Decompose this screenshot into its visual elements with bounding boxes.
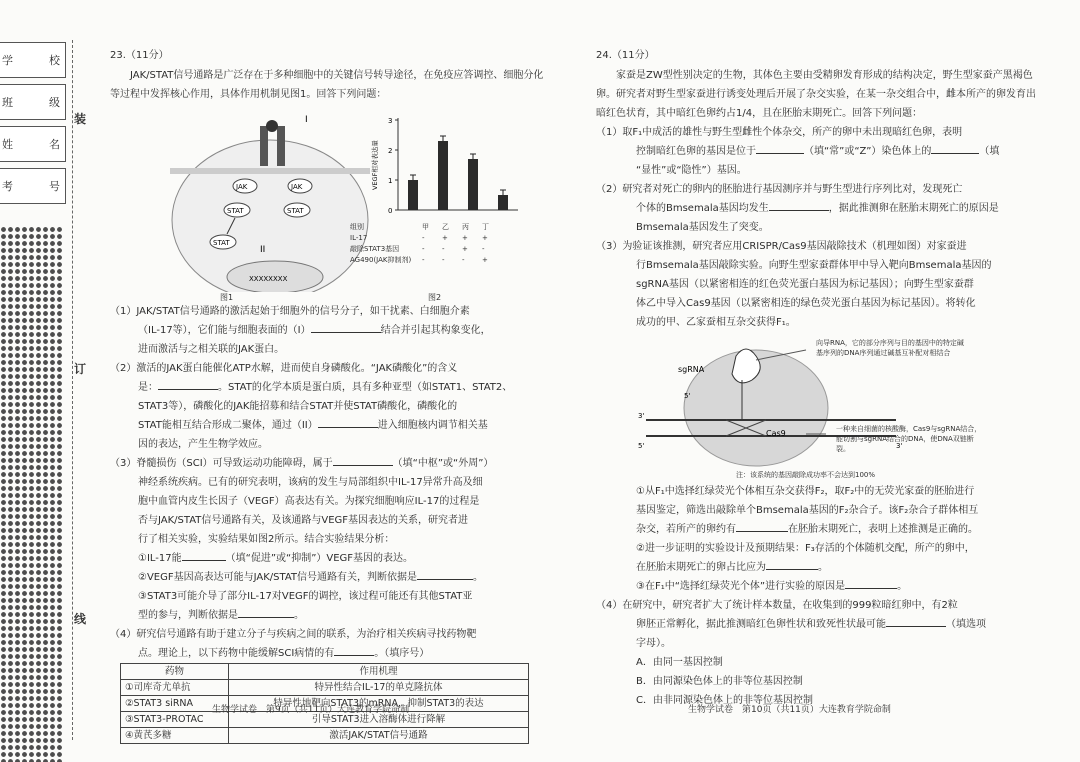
answer-blank[interactable] [333,455,393,466]
chart-ylabel: VEGF相对表达量 [371,140,379,190]
q23-2-line: 。STAT的化学本质是蛋白质，具有多种亚型（如STAT1、STAT2、 [218,382,513,393]
answer-blank[interactable] [766,559,818,570]
fig2-row: AG490(JAK抑制剂) - - - + [350,256,488,264]
figure-2-chart [368,110,538,222]
name-field: 姓名 [0,126,66,162]
bar-甲 [408,180,418,210]
q24-4-line: （4）在研究中，研究者扩大了统计样本数量，在收集到的999粒暗红卵中，有2粒 [596,600,958,611]
q23-3-line: ③STAT3可能介导了部分IL-17对VEGF的调控，该过程可能还有其他STAT亚 [138,591,473,602]
page-10: 24.（11分） 家蚕是ZW型性别决定的生物，其体色主要由受精卵发育形成的结构决定，野生型家蚕产黑褐色卵。研究者对野生型家蚕进行诱变处理后开展了杂交实验，在某一杂交组合中，雌本所产的卵发育出暗红色状育，其中暗红色卵约占1/4，且在胚胎末期死亡。回答下列问题： （1）取F₁中成活的雄性与野生型雌性个体杂交，所产的卵中未出现暗红色卵，表明 控制暗红色卵的基因是位于 （填“常”或“Z”）染色体上的 （填 “显性”或“隐性”）基因。 （2）研究者对死亡的卵内的胚胎进行基因测序并与野生型进行序列比对，发现死亡 个体的Bmsemala基因均发生 ，据此推测卵在胚胎末期死亡的原因是 Bmsemala基因发生了突变。 （3）为验证该推测，研究者应用CRISPR/Cas9基因敲除技术（机理如图）对家蚕进 行Bmsemala基因敲除实验。向野生型家蚕群体甲中导入靶向Bmsemala基因的 sgRNA基因（以紧密相连的红色荧光蛋白基因为标记基因）；向野生型家蚕群 体乙中导入Cas9基因（以紧密相连的绿色荧光蛋白基因为标记基因）。将转化 成功的甲、乙家蚕相互杂交获得F₁。 sgRNA Cas9 5' 3' 5' 3' 向导RNA，它的部分序列与目的基因中的特定碱基序列的DNA序列通过碱基互补配对相结合 一种来自细菌的核酸酶，Cas9与sgRNA结合，能切割与sgRNA结合的DNA，使DNA双链断裂。 注：该系统的基因敲除成功率不会达到100% ①从F₁中选择红绿荧光个体相互杂交获得F₂，取F₂中的无荧光家蚕的胚胎进行 基因鉴定，筛选出敲除单个Bmsemala基因的F₂杂合子。该F₂杂合子群体相互 杂交，若所产的卵约有 在胚胎末期死亡，表明上述推测是正确的。 ②进一步证明的实验设计及预期结果：F₃存活的个体随机交配，所产的卵中， 在胚胎末期死亡的卵占比应为 。 ③在F₁中“选择红绿荧光个体”进行实验的原因是 。 （4）在研究中，研究者扩大了统计样本数量，在收集到的999粒暗红卵中，有2粒 卵胚正常孵化，据此推测暗红色卵性状和致死性状最可能 （填选项 字母）。 A．由同一基因控制 B．由同源染色体上的非等位基因控制 C．由非同源染色体上的非等位基因控制 [596,46,1044,710]
answer-blank[interactable] [311,322,381,333]
q24-2-line: Bmsemala基因发生了突变。 [636,222,769,233]
option-b: B．由同源染色体上的非等位基因控制 [636,676,803,687]
q23-2-line: STAT3等），磷酸化的JAK能招募和结合STAT并使STAT磷酸化，磷酸化的 [138,401,458,412]
fig2-row: 组别 甲 乙 丙 丁 [350,223,489,231]
stat-dimer-label: STAT [213,239,230,247]
q24-3-line: 体乙中导入Cas9基因（以紧密相连的绿色荧光蛋白基因为标记基因）。将转化 [636,298,976,309]
q24-4-line: 卵胚正常孵化，据此推测暗红色卵性状和致死性状最可能 [636,619,886,630]
q23-1-line: 结合并引起其构象变化， [380,325,491,336]
y-tick-label: 0 [388,207,393,215]
q23-3-line: ①IL-17能 [138,553,182,564]
jak-label-2: JAK [291,183,303,191]
q23-3-line: 型的参与，判断依据是 [138,610,238,621]
q24-3-line: ③在F₁中“选择红绿荧光个体”进行实验的原因是 [636,581,846,592]
q24-2-line: （2）研究者对死亡的卵内的胚胎进行基因测序并与野生型进行序列比对，发现死亡 [596,184,963,195]
table-cell: ②STAT3 siRNA [121,696,229,712]
q24-3-line: 行Bmsemala基因敲除实验。向野生型家蚕群体甲中导入靶向Bmsemala基因的 [636,260,992,271]
answer-blank[interactable] [756,143,804,154]
q23-1-line: 进而激活与之相关联的JAK蛋白。 [138,344,285,355]
binding-margin [0,0,68,762]
page-9: 23.（11分） JAK/STAT信号通路是广泛存在于多种细胞中的关键信号转导途径，在免疫应答调控、细胞分化等过程中发挥核心作用，具体作用机制见图1。回答下列问题： JAK JAK STAT STAT STAT I II XXXXXXXX 图1 VEGF相对表达量 0 1 2 3 组别 甲 乙 丙 丁 IL-17 - + + + 敲除STAT3基因 - - + - AG490(JAK抑制剂) - - - + 图2 （1）JAK/STAT信号通路的激活起始于细胞外的信号分子，如干扰素、白细胞介素 （IL-17等），它们能与细胞表面的（I） 结合并引起其构象变化， 进而激活与之相关联的JAK蛋白。 （2）激活的JAK蛋白能催化ATP水解，进而使自身磷酸化。“JAK磷酸化”的含义 是： 。STAT的化学本质是蛋白质，具有多种亚型（如STAT1、STAT2、 STAT3等），磷酸化的JAK能招募和结合STAT并使STAT磷酸化，磷酸化的 STAT能相互结合形成二聚体，通过（II） 进入细胞核内调节相关基 因的表达，产生生物学效应。 （3）脊髓损伤（SCI）可导致运动功能障碍，属于 （填“中枢”或“外周”） 神经系统疾病。已有的研究表明，该病的发生与局部组织中IL-17异常升高及细 胞中血管内皮生长因子（VEGF）高表达有关。为探究细胞响应IL-17的过程是 否与JAK/STAT信号通路有关，及该通路与VEGF基因表达的关系，研究者进 行了相关实验，实验结果如图2所示。结合实验结果分析： ①IL-17能 （填“促进”或“抑制”）VEGF基因的表达。 ②VEGF基因高表达可能与JAK/STAT信号通路有关，判断依据是 。 ③STAT3可能介导了部分IL-17对VEGF的调控，该过程可能还有其他STAT亚 型的参与，判断依据是 。 （4）研究信号通路有助于建立分子与疾病之间的联系，为治疗相关疾病寻找药物靶 点。理论上，以下药物中能缓解SCI病情的有 。（填序号） 药物 作用机理 ①司库奇尤单抗 特异性结合IL-17的单克隆抗体 ②STAT3 siRNA 特异性地靶向STAT3的mRNA，抑制STAT3的表达 ③STAT3-PROTAC 引导STAT3进入溶酶体进行降解 ④黄芪多糖 激活JAK/STAT信号通路 [110,46,550,744]
answer-blank[interactable] [318,417,378,428]
label-I: I [305,115,308,125]
five-prime-label-2: 5' [638,442,645,450]
q24-1-line: 控制暗红色卵的基因是位于 [636,146,756,157]
table-cell: 激活JAK/STAT信号通路 [229,728,529,744]
answer-blank[interactable] [417,569,473,580]
q24-3-line: 成功的甲、乙家蚕相互杂交获得F₁。 [636,317,796,328]
q24-3-line: ②进一步证明的实验设计及预期结果：F₃存活的个体随机交配，所产的卵中， [636,543,975,554]
table-header-row [121,664,529,680]
question-24-intro: 家蚕是ZW型性别决定的生物，其体色主要由受精卵发育形成的结构决定，野生型家蚕产黑褐色卵。研究者对野生型家蚕进行诱变处理后开展了杂交实验，在某一杂交组合中，雌本所产的卵发育出暗红色状育，其中暗红色卵约占1/4，且在胚胎末期死亡。回答下列问题： [596,70,1036,119]
fig2-row: IL-17 - + + + [350,234,488,242]
q24-3-line: sgRNA基因（以紧密相连的红色荧光蛋白基因为标记基因）；向野生型家蚕群 [636,279,974,290]
q24-1-line: “显性”或“隐性”）基因。 [636,165,747,176]
signal-molecule [266,120,278,132]
figure-2-table [350,222,502,266]
answer-blank[interactable] [158,379,218,390]
q23-4-line: （4）研究信号通路有助于建立分子与疾病之间的联系，为治疗相关疾病寻找药物靶 [110,629,477,640]
q23-4-line: 点。理论上，以下药物中能缓解SCI病情的有 [138,648,335,659]
answer-blank[interactable] [238,607,294,618]
q24-4-line: （填选项 [946,619,986,630]
answer-blank[interactable] [845,578,897,589]
q23-2-line: STAT能相互结合形成二聚体，通过（II） [138,420,318,431]
table-cell: 特异性结合IL-17的单克隆抗体 [229,680,529,696]
figure-footnote: 注：该系统的基因敲除成功率不会达到100% [736,471,876,479]
answer-blank[interactable] [182,550,226,561]
q24-1-line: （填 [979,146,1000,157]
q23-3-line: 否与JAK/STAT信号通路有关，及该通路与VEGF基因表达的关系，研究者进 [138,515,469,526]
q24-4-line: 字母）。 [636,638,671,649]
question-23-heading: 23.（11分） [110,50,169,61]
q24-2-line: 个体的Bmsemala基因均发生 [636,203,769,214]
q23-2-line: 进入细胞核内调节相关基 [377,420,488,431]
stat-label: STAT [227,207,244,215]
q23-1-line: （1）JAK/STAT信号通路的激活起始于细胞外的信号分子，如干扰素、白细胞介素 [110,306,470,317]
q24-3-line: 在胚胎末期死亡，表明上述推测是正确的。 [788,524,978,535]
fig2-row: 敲除STAT3基因 - - + - [350,245,485,253]
table-cell: 引导STAT3进入溶酶体进行降解 [229,712,529,728]
q23-3-line: ②VEGF基因高表达可能与JAK/STAT信号通路有关，判断依据是 [138,572,418,583]
q23-2-line: （2）激活的JAK蛋白能催化ATP水解，进而使自身磷酸化。“JAK磷酸化”的含义 [110,363,458,374]
table-row [121,680,529,696]
y-tick-label: 1 [388,177,393,185]
q24-1-line: （1）取F₁中成活的雄性与野生型雌性个体杂交，所产的卵中未出现暗红色卵，表明 [596,127,963,138]
answer-blank[interactable] [931,143,979,154]
table-header: 药物 [121,664,229,680]
question-23-intro: JAK/STAT信号通路是广泛存在于多种细胞中的关键信号转导途径，在免疫应答调控、细胞分化等过程中发挥核心作用，具体作用机制见图1。回答下列问题： [110,70,544,100]
right-footer: 生物学试卷 第10页（共11页）大连教育学院命制 [688,705,891,715]
question-24-heading: 24.（11分） [596,50,655,61]
q23-3-line: 行了相关实验，实验结果如图2所示。结合实验结果分析： [138,534,395,545]
q24-3-line: 杂交，若所产的卵约有 [636,524,736,535]
option-c: C．由非同源染色体上的非等位基因控制 [636,695,813,706]
binding-mark-ding: 订 [74,362,87,376]
label-II: II [260,245,266,255]
q24-3-line: 在胚胎末期死亡的卵占比应为 [636,562,766,573]
table-cell: ③STAT3-PROTAC [121,712,229,728]
answer-blank[interactable] [736,521,788,532]
q24-3-line: 基因鉴定，筛选出敲除单个Bmsemala基因的F₂杂合子。该F₂杂合子群体相互 [636,505,979,516]
q23-3-line: （填“促进”或“抑制”）VEGF基因的表达。 [225,553,414,564]
answer-blank[interactable] [886,616,946,627]
table-header: 作用机理 [229,664,529,680]
q23-3-line: 胞中血管内皮生长因子（VEGF）高表达有关。为探究细胞响应IL-17的过程是 [138,496,480,507]
left-footer: 生物学试卷 第9页（共11页）大连教育学院命制 [212,705,410,715]
q23-3-line: 神经系统疾病。已有的研究表明，该病的发生与局部组织中IL-17异常升高及细 [138,477,483,488]
cell-membrane [170,168,370,174]
q24-3-line: （3）为验证该推测，研究者应用CRISPR/Cas9基因敲除技术（机理如图）对家蚕进 [596,241,967,252]
receptor-right [277,126,285,166]
figure-2-caption: 图2 [428,293,442,302]
figure-1-caption: 图1 [220,293,234,302]
q23-3-line: （填“中枢”或“外周”） [392,458,494,469]
crispr-figure [596,332,1044,482]
five-prime-label: 5' [684,392,691,400]
table-cell: ④黄芪多糖 [121,728,229,744]
receptor-left [260,126,268,166]
q24-2-line: ，据此推测卵在胚胎末期死亡的原因是 [828,203,999,214]
binding-mark-xian: 线 [74,612,87,626]
school-field: 学校 [0,42,66,78]
binding-line [72,40,73,740]
answer-blank[interactable] [769,200,829,211]
figure-1-diagram [165,112,380,292]
jak-label: JAK [236,183,248,191]
y-tick-label: 2 [388,147,393,155]
q23-1-line: （IL-17等），它们能与细胞表面的（I） [138,325,311,336]
table-cell: ①司库奇尤单抗 [121,680,229,696]
three-prime-label-2: 3' [896,442,903,450]
cas9-label: Cas9 [766,429,786,438]
bar-丙 [468,159,478,210]
answer-blank[interactable] [334,645,374,656]
bar-乙 [438,141,448,210]
stat-label-2: STAT [287,207,304,215]
exam-number-field: 考号 [0,168,66,204]
sgrna-note: 向导RNA，它的部分序列与目的基因中的特定碱基序列的DNA序列通过碱基互补配对相结合 [816,339,964,357]
q24-3-line: ①从F₁中选择红绿荧光个体相互杂交获得F₂，取F₂中的无荧光家蚕的胚胎进行 [636,486,975,497]
table-cell: 特异性地靶向STAT3的mRNA，抑制STAT3的表达 [229,696,529,712]
q23-2-line: 是： [138,382,158,393]
option-a: A．由同一基因控制 [636,657,723,668]
q23-2-line: 因的表达，产生生物学效应。 [138,439,268,450]
dna-sequence: XXXXXXXX [249,275,288,283]
figures-row [110,104,550,302]
bar-丁 [498,195,508,210]
table-row [121,728,529,744]
binding-mark-zhuang: 装 [74,112,87,126]
q23-4-line: 。（填序号） [374,648,430,659]
decorative-pattern [0,226,62,762]
q24-1-line: （填“常”或“Z”）染色体上的 [804,146,932,157]
y-tick-label: 3 [388,117,393,125]
cas9-note: 一种来自细菌的核酸酶，Cas9与sgRNA结合，能切割与sgRNA结合的DNA，使DNA双链断裂。 [836,425,982,453]
sgrna-label: sgRNA [678,365,705,374]
q23-3-line: （3）脊髓损伤（SCI）可导致运动功能障碍，属于 [110,458,333,469]
class-field: 班级 [0,84,66,120]
three-prime-label: 3' [638,412,645,420]
